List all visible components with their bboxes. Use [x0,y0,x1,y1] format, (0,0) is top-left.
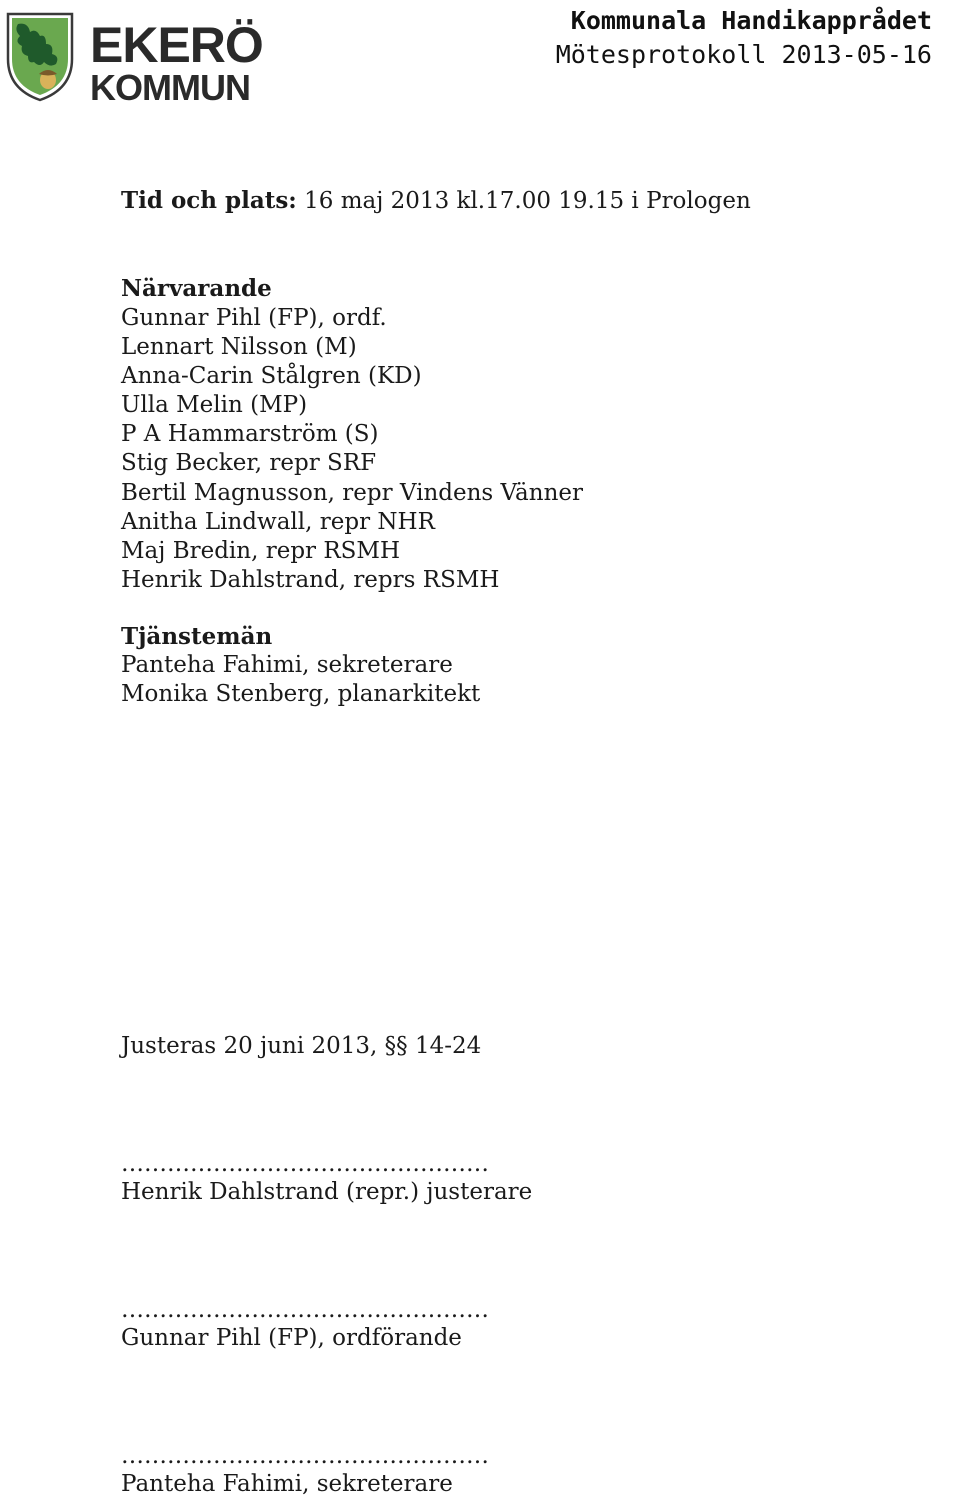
attendee-name: Bertil Magnusson, repr Vindens Vänner [121,480,583,506]
logo-line2: KOMMUN [90,67,250,104]
oak-leaf-shield-icon [4,4,274,104]
attendee-name: Gunnar Pihl (FP), ordf. [121,305,387,331]
logo-line1: EKERÖ [90,17,263,73]
attendees-heading: Närvarande [121,275,272,302]
attendee-name: Stig Becker, repr SRF [121,450,377,476]
officials-heading: Tjänstemän [121,623,273,650]
time-place-label: Tid och plats: [121,187,297,214]
attendee-name: Anna-Carin Stålgren (KD) [121,363,422,389]
signature-name: Gunnar Pihl (FP), ordförande [121,1325,462,1351]
attendee-name: P A Hammarström (S) [121,421,379,447]
time-place-line [121,186,751,216]
signature-name: Panteha Fahimi, sekreterare [121,1471,453,1497]
document-subtitle: Mötesprotokoll 2013-05-16 [555,40,932,69]
attendee-name: Henrik Dahlstrand, reprs RSMH [121,567,500,593]
signature-line: ………………………………………… [121,1151,489,1177]
signature-line: ………………………………………… [121,1297,489,1323]
official-name: Panteha Fahimi, sekreterare [121,652,453,678]
official-name: Monika Stenberg, planarkitekt [121,681,481,707]
signature-name: Henrik Dahlstrand (repr.) justerare [121,1179,533,1205]
attendee-name: Anitha Lindwall, repr NHR [121,509,435,535]
attendee-name: Lennart Nilsson (M) [121,334,357,360]
adjusted-line: Justeras 20 juni 2013, §§ 14-24 [121,1033,482,1059]
attendee-name: Maj Bredin, repr RSMH [121,538,401,564]
attendee-name: Ulla Melin (MP) [121,392,308,418]
time-place-value: 16 maj 2013 kl.17.00 19.15 i Prologen [296,188,751,214]
signature-line: ………………………………………… [121,1443,489,1469]
document-title: Kommunala Handikapprådet [570,6,932,35]
document-header [556,4,932,72]
ekero-kommun-logo [4,4,274,104]
